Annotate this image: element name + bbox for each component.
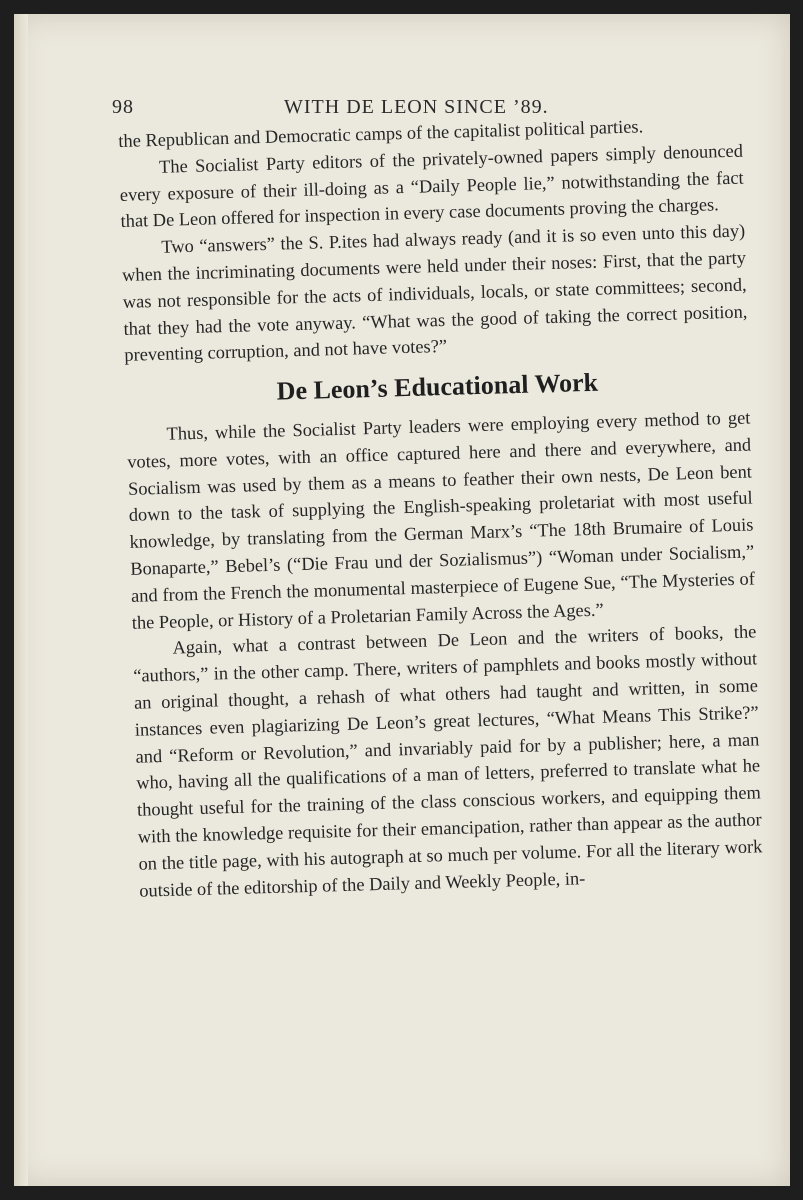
page-number: 98 bbox=[112, 96, 134, 118]
section-heading: De Leon’s Educational Work bbox=[276, 367, 599, 406]
running-title: WITH DE LEON SINCE ’89. bbox=[284, 96, 549, 118]
paragraph: Thus, while the Socialist Party leaders were employing every method to get votes, more votes, with an office captured here and there and everywhere, and Socialism was used by them as a means to feather their own nests, De Leon bent down to the task of supplying the English-speaking proletariat with most useful knowledge, by translating from the German Marx’s “The 18th Brumaire of Louis Bonaparte,” Bebel’s (“Die Frau und der Sozialismus”) “Woman under Socialism,” and from the French the monumental masterpiece of Eugene Sue, “The Mysteries of the People, or History of a Proletarian Family Across the Ages.” bbox=[127, 407, 756, 633]
paragraph: Two “answers” the S. P.ites had always ready (and it is so even unto this day) when the incriminating documents were held under their noses: First, that the party was not responsible for the acts of individuals, locals, or state committees; second, that they had the vote anyway. “What was the good of taking the correct position, preventing corruption, and not have votes?” bbox=[121, 220, 748, 366]
page-spine-shadow bbox=[14, 14, 28, 1186]
paragraph: Again, what a contrast between De Leon and the writers of books, the “authors,” in the other camp. There, writers of pamphlets and books mostly without an original thought, a rehash of what others had taught and written, in some instances even plagiarizing De Leon’s great lectures, “What Means This Strike?” and “Reform or Revolution,” and invariably paid for by a publisher; here, a man who, having all the qualifications of a man of letters, preferred to translate what he thought useful for the training of the class conscious workers, and equipping them with the knowledge requisite for their emancipation, rather than appear as the author on the title page, with his autograph at so much per volume. For all the literary work outside of the editorship of the Daily and Weekly People, in- bbox=[133, 621, 763, 901]
paragraph-continued: the Republican and Democratic camps of the capitalist political parties. bbox=[118, 116, 644, 151]
book-page bbox=[14, 14, 790, 1186]
body-text bbox=[118, 111, 763, 904]
paragraph: The Socialist Party editors of the privately-owned papers simply denounced every exposure of their ill-doing as a “Daily People lie,” notwithstanding the fact that De Leon offered for inspection in every case documents proving the charges. bbox=[119, 140, 744, 232]
